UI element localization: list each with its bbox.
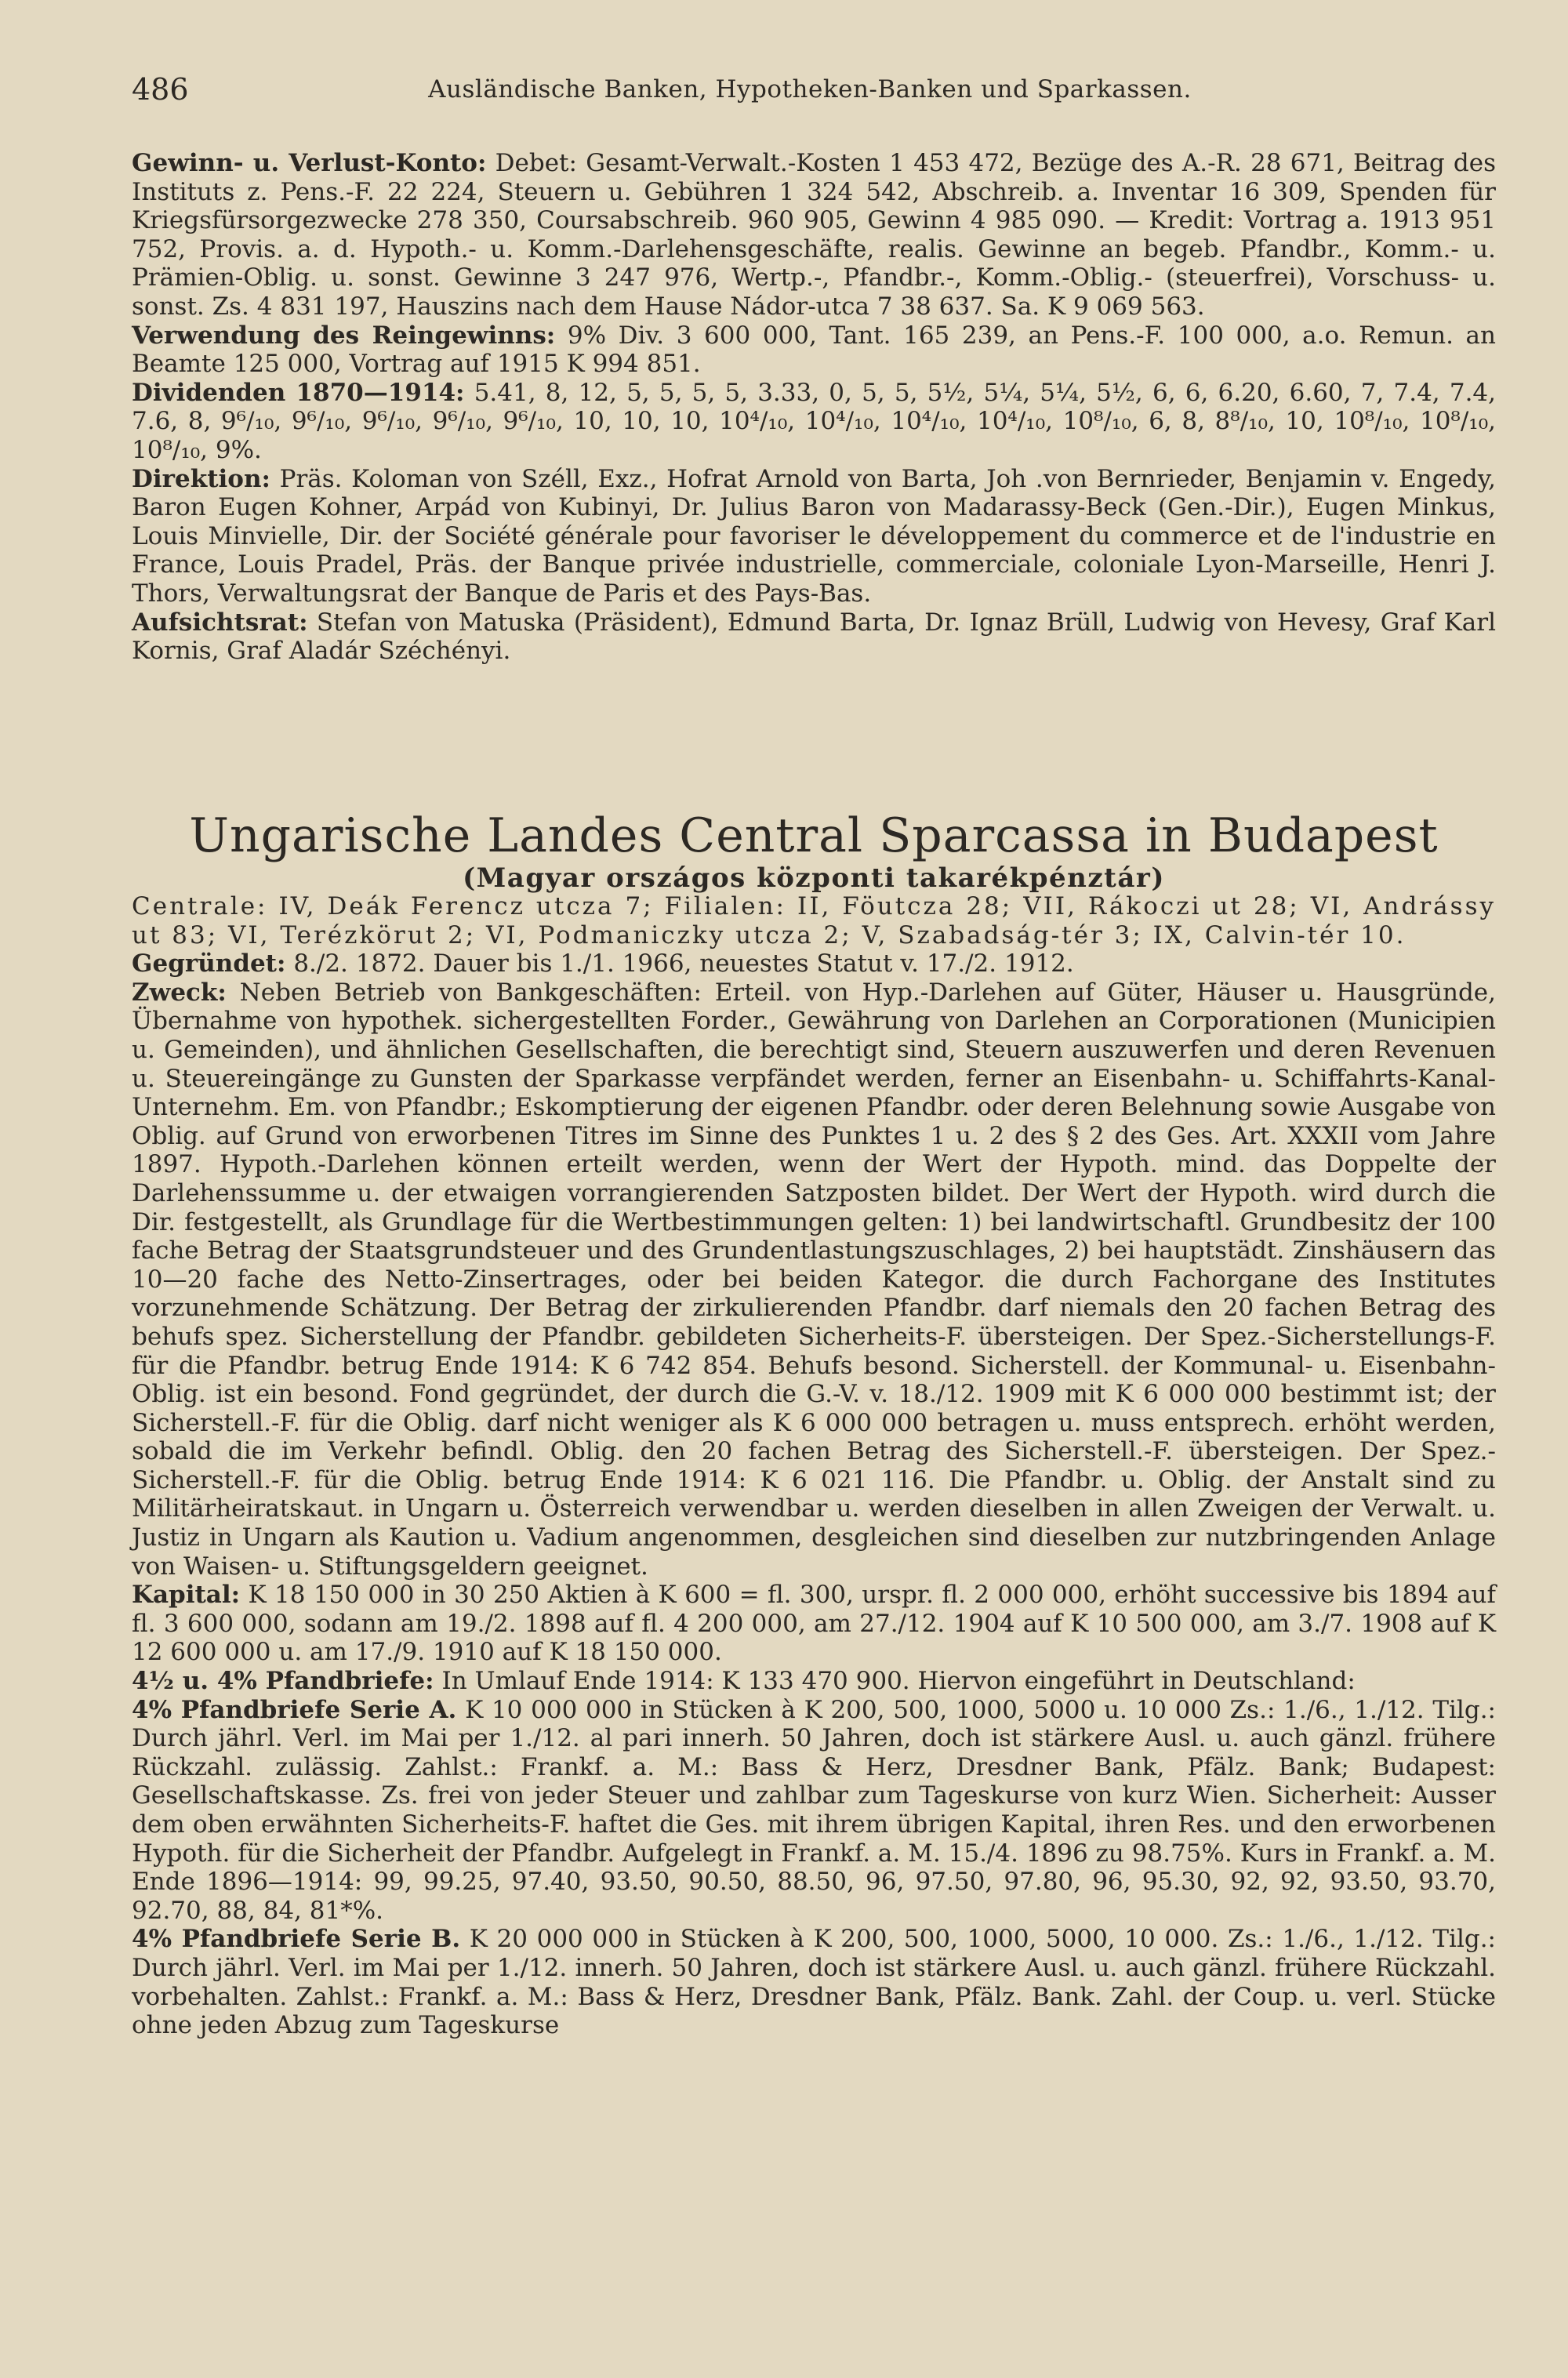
profit-loss-account (132, 149, 1496, 321)
section-title: Ungarische Landes Central Sparcassa in Budapest (189, 808, 1439, 863)
label: Gegründet: (132, 949, 286, 978)
label: 4% Pfandbriefe Serie B. (132, 1925, 461, 1954)
text: K 18 150 000 in 30 250 Aktien à K 600 = fl. 300, urspr. fl. 2 000 000, erhöht successive bis 1894 auf fl. 3 600 000, sodann am 19./2. 1898 auf fl. 4 200 000, am 27./12. 1904 auf K 10 500 000, am 3./7. 1908 auf K 12 600 000 u. am 17./9. 1910 auf K 18 150 000. (132, 1581, 1496, 1667)
series-a (132, 1696, 1496, 1926)
text: Stefan von Matuska (Präsident), Edmund Barta, Dr. Ignaz Brüll, Ludwig von Hevesy, Graf Karl Kornis, Graf Aladár Széchényi. (132, 608, 1496, 666)
label: Direktion: (132, 464, 270, 493)
text: K 10 000 000 in Stücken à K 200, 500, 1000, 5000 u. 10 000 Zs.: 1./6., 1./12. Tilg.: Durch jährl. Verl. im Mai per 1./12. al pari innerh. 50 Jahren, doch ist stärkere Ausl. u. auch gänzl. frühere Rückzahl. zulässig. Zahlst.: Frankf. a. M.: Bass & Herz, Dresdner Bank, Pfälz. Bank; Budapest: Gesellschaftskasse. Zs. frei von jeder Steuer und zahlbar zum Tageskurse von kurz Wien. Sicherheit: Ausser dem oben erwähnten Sicherheits-F. haftet die Ges. mit ihrem übrigen Kapital, ihren Res. und den erworbenen Hypoth. für die Sicherheit der Pfandbr. Aufgelegt in Frankf. a. M. 15./4. 1896 zu 98.75%. Kurs in Frankf. a. M. Ende 1896—1914: 99, 99.25, 97.40, 93.50, 90.50, 88.50, 96, 97.50, 97.80, 96, 95.30, 92, 92, 93.50, 93.70, 92.70, 88, 84, 81*%. (132, 1695, 1496, 1925)
founded (132, 949, 1496, 978)
label: Zweck: (132, 978, 227, 1007)
text: 9% Div. 3 600 000, Tant. 165 239, an Pens.-F. 100 000, a.o. Remun. an Beamte 125 000, Vortrag auf 1915 K 994 851. (132, 321, 1497, 379)
label: Verwendung des Reingewinns: (132, 321, 556, 350)
net-profit-usage (132, 321, 1496, 379)
text: In Umlauf Ende 1914: K 133 470 900. Hiervon eingeführt in Deutschland: (441, 1667, 1356, 1696)
mortgage-bonds (132, 1667, 1496, 1696)
page-header (132, 72, 1488, 111)
label: Gewinn- u. Verlust-Konto: (132, 149, 487, 177)
section-subtitle: (Magyar országos központi takarékpénztár) (463, 862, 1165, 894)
addresses: Centrale: IV, Deák Ferencz utcza 7; Filialen: II, Föutcza 28; VII, Rákoczi ut 28; VI, Andrássy ut 83; VI, Terézkörut 2; VI, Podmaniczky utcza 2; V, Szabadság-tér 3; IX, Calvin-tér 10. (132, 892, 1496, 949)
text: Debet: Gesamt-Verwalt.-Kosten 1 453 472, Bezüge des A.-R. 28 671, Beitrag des Instituts z. Pens.-F. 22 224, Steuern u. Gebühren 1 324 542, Abschreib. a. Inventar 16 309, Spenden für Kriegsfürsorgezwecke 278 350, Coursabschreib. 960 905, Gewinn 4 985 090. — Kredit: Vortrag a. 1913 951 752, Provis. a. d. Hypoth.- u. Komm.-Darlehensgeschäfte, realis. Gewinne an begeb. Pfandbr., Komm.- u. Prämien-Oblig. u. sonst. Gewinne 3 247 976, Wertp.-, Pfandbr.-, Komm.-Oblig.- (steuerfrei), Vorschuss- u. sonst. Zs. 4 831 197, Hauszins nach dem Hause Nádor-utca 7 38 637. Sa. K 9 069 563. (132, 149, 1496, 321)
bank-section-body (132, 892, 1496, 2040)
text: K 20 000 000 in Stücken à K 200, 500, 1000, 5000, 10 000. Zs.: 1./6., 1./12. Tilg.: Durch jährl. Verl. im Mai per 1./12. innerh. 50 Jahren, doch ist stärkere Ausl. u. auch gänzl. frühere Rückzahl. vorbehalten. Zahlst.: Frankf. a. M.: Bass & Herz, Dresdner Bank, Pfälz. Bank. Zahl. der Coup. u. verl. Stücke ohne jeden Abzug zum Tageskurse (132, 1925, 1496, 2040)
purpose (132, 978, 1496, 1581)
supervisory-board (132, 608, 1496, 666)
series-b (132, 1925, 1496, 2039)
label: 4½ u. 4% Pfandbriefe: (132, 1667, 434, 1696)
label: Kapital: (132, 1581, 241, 1610)
directorate (132, 465, 1496, 608)
running-title: Ausländische Banken, Hypotheken-Banken und Sparkassen. (428, 75, 1192, 103)
previous-company-section (132, 149, 1496, 666)
capital (132, 1581, 1496, 1667)
label: Aufsichtsrat: (132, 608, 308, 637)
text: 8./2. 1872. Dauer bis 1./1. 1966, neuestes Statut v. 17./2. 1912. (293, 949, 1074, 978)
text: Neben Betrieb von Bankgeschäften: Erteil. von Hyp.-Darlehen auf Güter, Häuser u. Hausgründe, Übernahme von hypothek. sichergestellten Forder., Gewährung von Darlehen an Corporationen (Municipien u. Gemeinden), und ähnlichen Gesellschaften, die berechtigt sind, Steuern auszuwerfen und deren Revenuen u. Steuereingänge zu Gunsten der Sparkasse verpfändet werden, ferner an Eisenbahn- u. Schiffahrts-Kanal-Unternehm. Em. von Pfandbr.; Eskomptierung der eigenen Pfandbr. oder deren Belehnung sowie Ausgabe von Oblig. auf Grund von erworbenen Titres im Sinne des Punktes 1 u. 2 des § 2 des Ges. Art. XXXII vom Jahre 1897. Hypoth.-Darlehen können erteilt werden, wenn der Wert der Hypoth. mind. das Doppelte der Darlehenssumme u. der etwaigen vorrangierenden Satzposten bildet. Der Wert der Hypoth. wird durch die Dir. festgestellt, als Grundlage für die Wertbestimmungen gelten: 1) bei landwirtschaftl. Grundbesitz der 100 fache Betrag der Staatsgrundsteuer und des Grundentlastungszuschlages, 2) bei hauptstädt. Zinshäusern das 10—20 fache des Netto-Zinsertrages, oder bei beiden Kategor. die durch Fachorgane des Institutes vorzunehmende Schätzung. Der Betrag der zirkulierenden Pfandbr. darf niemals den 20 fachen Betrag des behufs spez. Sicherstellung der Pfandbr. gebildeten Sicherheits-F. übersteigen. Der Spez.-Sicherstellungs-F. für die Pfandbr. betrug Ende 1914: K 6 742 854. Behufs besond. Sicherstell. der Kommunal- u. Eisenbahn-Oblig. ist ein besond. Fond gegründet, der durch die G.-V. v. 18./12. 1909 mit K 6 000 000 bestimmt ist; der Sicherstell.-F. für die Oblig. darf nicht weniger als K 6 000 000 betragen u. muss entsprech. erhöht werden, sobald die im Verkehr befindl. Oblig. den 20 fachen Betrag des Sicherstell.-F. übersteigen. Der Spez.-Sicherstell.-F. für die Oblig. betrug Ende 1914: K 6 021 116. Die Pfandbr. u. Oblig. der Anstalt sind zu Militärheiratskaut. in Ungarn u. Österreich verwendbar u. werden dieselben in allen Zweigen der Verwalt. u. Justiz in Ungarn als Kaution u. Vadium angenommen, desgleichen sind dieselben zur nutzbringenden Anlage von Waisen- u. Stiftungsgeldern geeignet. (132, 978, 1496, 1581)
text: Präs. Koloman von Széll, Exz., Hofrat Arnold von Barta, Joh .von Bernrieder, Benjamin v. Engedy, Baron Eugen Kohner, Arpád von Kubinyi, Dr. Julius Baron von Madarassy-Beck (Gen.-Dir.), Eugen Minkus, Louis Minvielle, Dir. der Société générale pour favoriser le développement du commerce et de l'industrie en France, Louis Pradel, Präs. der Banque privée industrielle, commerciale, coloniale Lyon-Marseille, Henri J. Thors, Verwaltungsrat der Banque de Paris et des Pays-Bas. (132, 464, 1496, 608)
page-number: 486 (132, 72, 189, 107)
label: Dividenden 1870—1914: (132, 378, 465, 407)
dividends (132, 379, 1496, 465)
text: 5.41, 8, 12, 5, 5, 5, 5, 3.33, 0, 5, 5, 5½, 5¼, 5¼, 5½, 6, 6, 6.20, 6.60, 7, 7.4, 7.4, 7.6, 8, 9⁶/₁₀, 9⁶/₁₀, 9⁶/₁₀, 9⁶/₁₀, 9⁶/₁₀, 10, 10, 10, 10⁴/₁₀, 10⁴/₁₀, 10⁴/₁₀, 10⁴/₁₀, 10⁸/₁₀, 6, 8, 8⁸/₁₀, 10, 10⁸/₁₀, 10⁸/₁₀, 10⁸/₁₀, 9%. (132, 378, 1497, 464)
label: 4% Pfandbriefe Serie A. (132, 1695, 457, 1724)
